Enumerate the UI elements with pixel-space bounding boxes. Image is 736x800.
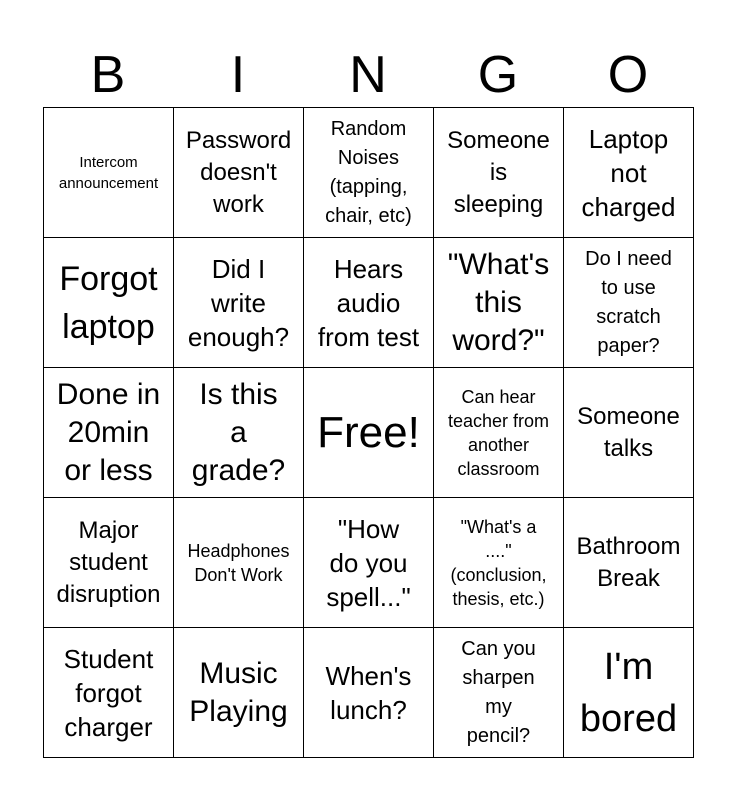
bingo-cell[interactable] [44,238,174,368]
cell-text: Headphones Don't Work [187,540,290,585]
bingo-cell[interactable] [434,368,564,498]
cell-text: Forgot laptop [59,259,158,346]
free-space[interactable] [304,368,434,498]
cell-text: Is this a grade? [191,377,286,487]
bingo-cell[interactable] [304,108,434,238]
cell-text: Done in 20min or less [56,377,161,487]
bingo-cell[interactable] [564,628,694,758]
cell-text: Music Playing [189,656,288,728]
bingo-cell[interactable] [174,238,304,368]
cell-text: Can you sharpen my pencil? [461,637,536,747]
header-letter-g: G [477,46,519,104]
bingo-cell[interactable] [434,108,564,238]
bingo-cell[interactable] [44,368,174,498]
bingo-cell[interactable] [434,498,564,628]
cell-text: Can hear teacher from another classroom [447,386,550,479]
bingo-cell[interactable] [174,108,304,238]
bingo-cell[interactable] [434,238,564,368]
cell-text: "How do you spell..." [326,513,411,612]
bingo-cell[interactable] [174,628,304,758]
header-letter-n: N [349,46,387,104]
bingo-cell[interactable] [44,108,174,238]
bingo-cell[interactable] [564,108,694,238]
header-letter-o: O [607,46,649,104]
cell-text: Do I need to use scratch paper? [585,247,672,357]
cell-text: Random Noises (tapping, chair, etc) [325,117,412,227]
cell-text: Laptop not charged [581,123,676,222]
cell-text: Password doesn't work [185,126,292,218]
bingo-header [43,44,693,106]
bingo-cell[interactable] [44,628,174,758]
bingo-cell[interactable] [564,238,694,368]
cell-text: Hears audio from test [317,253,420,352]
cell-text: Student forgot charger [63,643,154,742]
cell-text: I'm bored [579,645,678,740]
bingo-cell[interactable] [174,498,304,628]
bingo-cell[interactable] [434,628,564,758]
bingo-cell[interactable] [174,368,304,498]
cell-text: Free! [317,407,420,457]
cell-text: Someone talks [577,402,680,462]
bingo-cell[interactable] [564,368,694,498]
bingo-cell[interactable] [304,628,434,758]
header-letter-i: I [230,46,246,104]
bingo-cell[interactable] [44,498,174,628]
bingo-cell[interactable] [304,238,434,368]
cell-text: Intercom announcement [58,153,159,192]
cell-text: "What's a ...." (conclusion, thesis, etc.) [450,516,547,609]
bingo-cell[interactable] [564,498,694,628]
cell-text: Bathroom Break [576,532,681,592]
cell-text: When's lunch? [325,660,412,725]
header-letter-b: B [90,46,126,104]
cell-text: Someone is sleeping [447,126,550,218]
cell-text: Major student disruption [56,516,161,608]
bingo-cell[interactable] [304,498,434,628]
bingo-board [43,107,694,758]
cell-text: Did I write enough? [187,253,290,352]
cell-text: "What's this word?" [447,247,550,357]
